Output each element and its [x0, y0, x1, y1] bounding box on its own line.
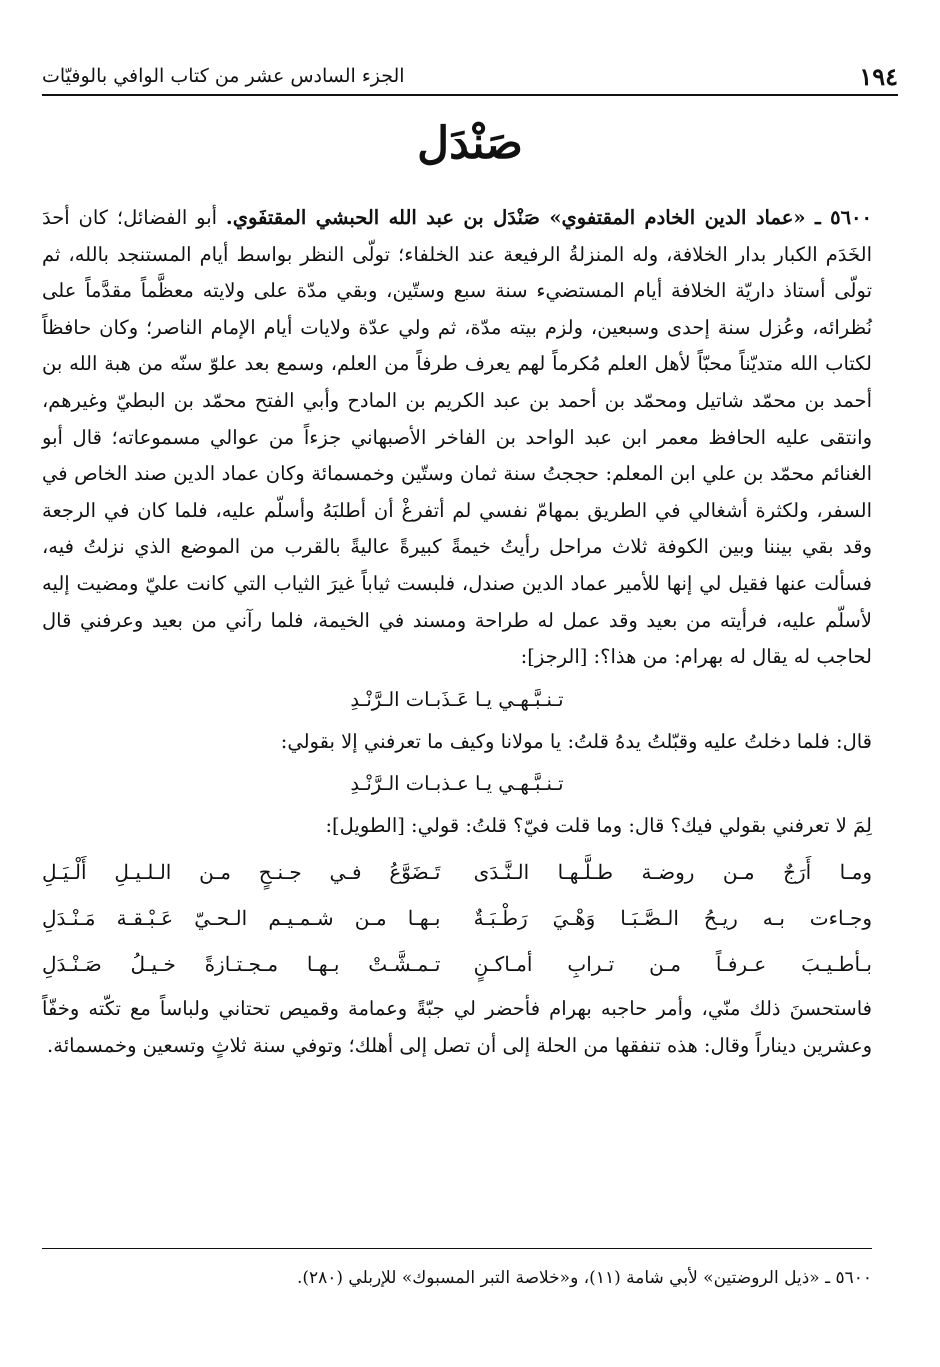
verse-line-1: تـنـبَّـهـي يـا عَـذَبـات الـرَّنْـدِ	[350, 687, 564, 711]
poem-hemistich-right: وجـاءت بـه ريـحُ الـصَّـبَـا وَهْـيَ رَطْـبَـةٌ	[473, 905, 872, 930]
entry-text-4: فاستحسنَ ذلك منّي، وأمر حاجبه بهرام فأحضر لي جبّةً وعمامة وقميص تحتاني ولباساً مع تكّته وخفّاً وعشرين ديناراً وقال: هذه تنفقها من الحلة إلى أن تصل إلى أهلك؛ وتوفي سنة ثلاثٍ وتسعين وخمسمائة.	[42, 996, 872, 1057]
running-title: الجزء السادس عشر من كتاب الوافي بالوفيّات	[42, 65, 405, 87]
poem	[42, 849, 872, 987]
poem-hemistich-left: تـمـشَّـتْ بـهـا مـجـتـازةً خـيـلُ صَـنْـدَلِ	[42, 951, 441, 976]
poem-row	[42, 895, 872, 941]
section-title: صَنْدَل	[417, 118, 523, 169]
poem-row	[42, 941, 872, 987]
entry-text-3: لِمَ لا تعرفني بقولي فيك؟ قال: وما قلت فيّ؟ قلتُ: قولي: [الطويل]:	[325, 814, 872, 838]
footnote: ٥٦٠٠ ـ «ذيل الروضتين» لأبي شامة (١١)، و«خلاصة التبر المسبوك» للإربلي (٢٨٠).	[296, 1268, 872, 1288]
entry-paragraph	[42, 200, 872, 676]
entry-text-1: أبو الفضائل؛ كان أحدَ الخَدَم الكبار بدار الخلافة، وله المنزلةُ الرفيعة عند الخلفاء؛ تولّى النظر بواسط أيام المستنجد بالله، ثم تولّى أستاذ داريّة الخلافة أيام المستضيء سنة سبع وستّين، وبقي مدّة على ولايته معظَّماً مقدَّماً على نُظرائه، وعُزل سنة إحدى وسبعين، ولزم بيته مدّة، ثم ولي عدّة ولايات أيام الإمام الناصر؛ وكان حافظاً لكتاب الله متديّناً محبّاً لأهل العلم مُكرماً لهم يعرف طرفاً من العلم، وسمع بعد علوّ سنّه من هبة الله بن أحمد بن محمّد شاتيل ومحمّد بن أحمد بن عبد الكريم بن المادح وأبي الفتح محمّد بن البطيّ وغيرهم، وانتقى عليه الحافظ معمر ابن عبد الواحد بن الفاخر الأصبهاني جزءاً من عوالي مسموعاته؛ قال أبو الغنائم محمّد بن علي ابن المعلم: حججتُ سنة ثمان وستّين وخمسمائة وكان عماد الدين صند الخاص في السفر، ولكثرة أشغالي في الطريق بمهامّ نفسي لم أتفرغْ أن أطلبَهُ وأسلّم عليه، فلما كان في الرجعة وقد بقي بيننا وبين الكوفة ثلاث مراحل رأيتُ خيمةً كبيرةً عاليةً بالقرب من الموضع الذي نزلتُ فيه، فسألت عنها فقيل لي إنها للأمير عماد الدين صندل، فلبست ثياباً غيرَ الثياب التي كانت عليّ ومضيت إليه لأسلّم عليه، فرأيته من بعيد وقد عمل له طراحة ومسند في الخيمة، فلما رآني من بعيد وعرفني قال لحاجب له يقال له بهرام: من هذا؟: [الرجز]:	[42, 206, 872, 669]
page-header	[42, 58, 898, 96]
poem-hemistich-left: تَـضَوَّعُ فـي جـنـحٍ مـن الـلـيـلِ أَلْـيَـلِ	[42, 859, 441, 884]
verse-line-2: تـنـبَّـهـي يـا عـذبـات الـرَّنْـدِ	[350, 772, 564, 796]
poem-hemistich-left: بـهـا مـن شـمـيـم الـحـيّ عَـبْـقـة مَـنْـدَلِ	[42, 905, 441, 930]
entry-text-2: قال: فلما دخلتُ عليه وقبّلتُ يدهُ قلتُ: يا مولانا وكيف ما تعرفني إلا بقولي:	[280, 729, 872, 753]
poem-row	[42, 849, 872, 895]
page-number: ١٩٤	[859, 61, 898, 91]
entry-head: ٥٦٠٠ ـ «عماد الدين الخادم المقتفوي» صَنْدَل بن عبد الله الحبشي المقتفَوي.	[225, 206, 872, 229]
poem-hemistich-right: بـأطـيـبَ عـرفـاً مـن تـرابِ أمـاكـنٍ	[473, 951, 872, 976]
poem-hemistich-right: ومـا أَرَجٌ مـن روضـة طـلَّـهـا الـنَّـدَى	[473, 859, 872, 884]
entry-body	[42, 200, 872, 1064]
footnotes	[42, 1248, 872, 1293]
